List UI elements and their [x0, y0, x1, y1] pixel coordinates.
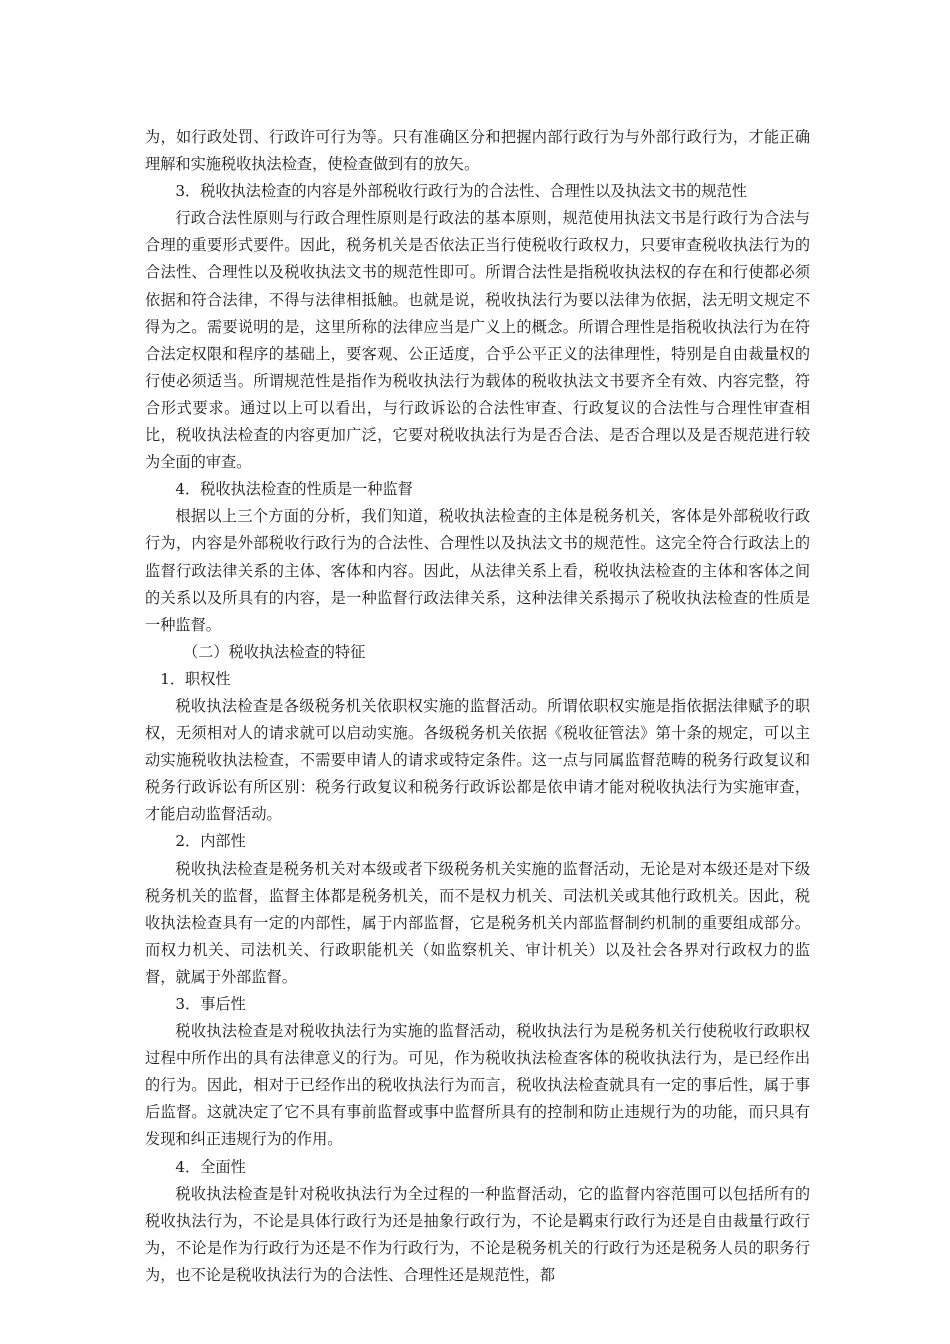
subsection-title: （二）税收执法检查的特征 — [183, 642, 366, 661]
paragraph-body: 税收执法检查是针对税收执法行为全过程的一种监督活动，它的监督内容范围可以包括所有的税收执法行为，不论是具体行政行为还是抽象行政行为，不论是羁束行政行为还是自由裁量行政行为，不论是作为行政行为还是不作为行政行为，不论是税务机关的行政行为还是税务人员的职务行为，也不论是税收执法行为的合法性、合理性还是规范性，都 — [145, 1184, 810, 1284]
item-heading-2: 2．内部性 — [175, 832, 246, 851]
paragraph-continued: 为，如行政处罚、行政许可行为等。只有准确区分和把握内部行政行为与外部行政行为，才能正确理解和实施税收执法检查，使检查做到有的放矢。 — [145, 128, 810, 174]
item-heading-4: 4．全面性 — [175, 1157, 246, 1176]
item-heading-1: 1．职权性 — [160, 669, 231, 688]
paragraph-body: 根据以上三个方面的分析，我们知道，税收执法检查的主体是税务机关，客体是外部税收行政行为，内容是外部税收行政行为的合法性、合理性以及执法文书的规范性。这完全符合行政法上的监督行政法律关系的主体、客体和内容。因此，从法律关系上看，税收执法检查的主体和客体之间的关系以及所具有的内容，是一种监督行政法律关系，这种法律关系揭示了税收执法检查的性质是一种监督。 — [145, 507, 810, 634]
section-heading-3: 3．税收执法检查的内容是外部税收行政行为的合法性、合理性以及执法文书的规范性 — [175, 182, 747, 201]
paragraph-body: 行政合法性原则与行政合理性原则是行政法的基本原则，规范使用执法文书是行政行为合法与合理的重要形式要件。因此，税务机关是否依法正当行使税收行政权力，只要审查税收执法行为的合法性、合理性以及税收执法文书的规范性即可。所谓合法性是指税收执法权的存在和行使都必须依据和符合法律，不得与法律相抵触。也就是说，税收执法行为要以法律为依据，法无明文规定不得为之。需要说明的是，这里所称的法律应当是广义上的概念。所谓合理性是指税收执法行为在符合法定权限和程序的基础上，要客观、公正适度，合乎公平正义的法律理性，特别是自由裁量权的行使必须适当。所谓规范性是指作为税收执法行为载体的税收执法文书要齐全有效、内容完整，符合形式要求。通过以上可以看出，与行政诉讼的合法性审查、行政复议的合法性与合理性审查相比，税收执法检查的内容更加广泛，它要对税收执法行为是否合法、是否合理以及是否规范进行较为全面的审查。 — [145, 209, 810, 472]
section-heading-4: 4．税收执法检查的性质是一种监督 — [175, 480, 413, 499]
document-page — [145, 124, 810, 1289]
paragraph-body: 税收执法检查是各级税务机关依职权实施的监督活动。所谓依职权实施是指依据法律赋予的职权，无须相对人的请求就可以启动实施。各级税务机关依据《税收征管法》第十条的规定，可以主动实施税收执法检查，不需要申请人的请求或特定条件。这一点与同属监督范畴的税务行政复议和税务行政诉讼有所区别：税务行政复议和税务行政诉讼都是依申请才能对税收执法行为实施审查，才能启动监督活动。 — [145, 696, 810, 824]
paragraph-body: 税收执法检查是对税收执法行为实施的监督活动，税收执法行为是税务机关行使税收行政职权过程中所作出的具有法律意义的行为。可见，作为税收执法检查客体的税收执法行为，是已经作出的行为。因此，相对于已经作出的税收执法行为而言，税收执法检查就具有一定的事后性，属于事后监督。这就决定了它不具有事前监督或事中监督所具有的控制和防止违规行为的功能，而只具有发现和纠正违规行为的作用。 — [145, 1022, 810, 1149]
item-heading-3: 3．事后性 — [175, 995, 246, 1013]
paragraph-body: 税收执法检查是税务机关对本级或者下级税务机关实施的监督活动，无论是对本级还是对下级税务机关的监督，监督主体都是税务机关，而不是权力机关、司法机关或其他行政机关。因此，税收执法检查具有一定的内部性，属于内部监督，它是税务机关内部监督制约机制的重要组成部分。而权力机关、司法机关、行政职能机关（如监察机关、审计机关）以及社会各界对行政权力的监督，就属于外部监督。 — [145, 859, 810, 986]
